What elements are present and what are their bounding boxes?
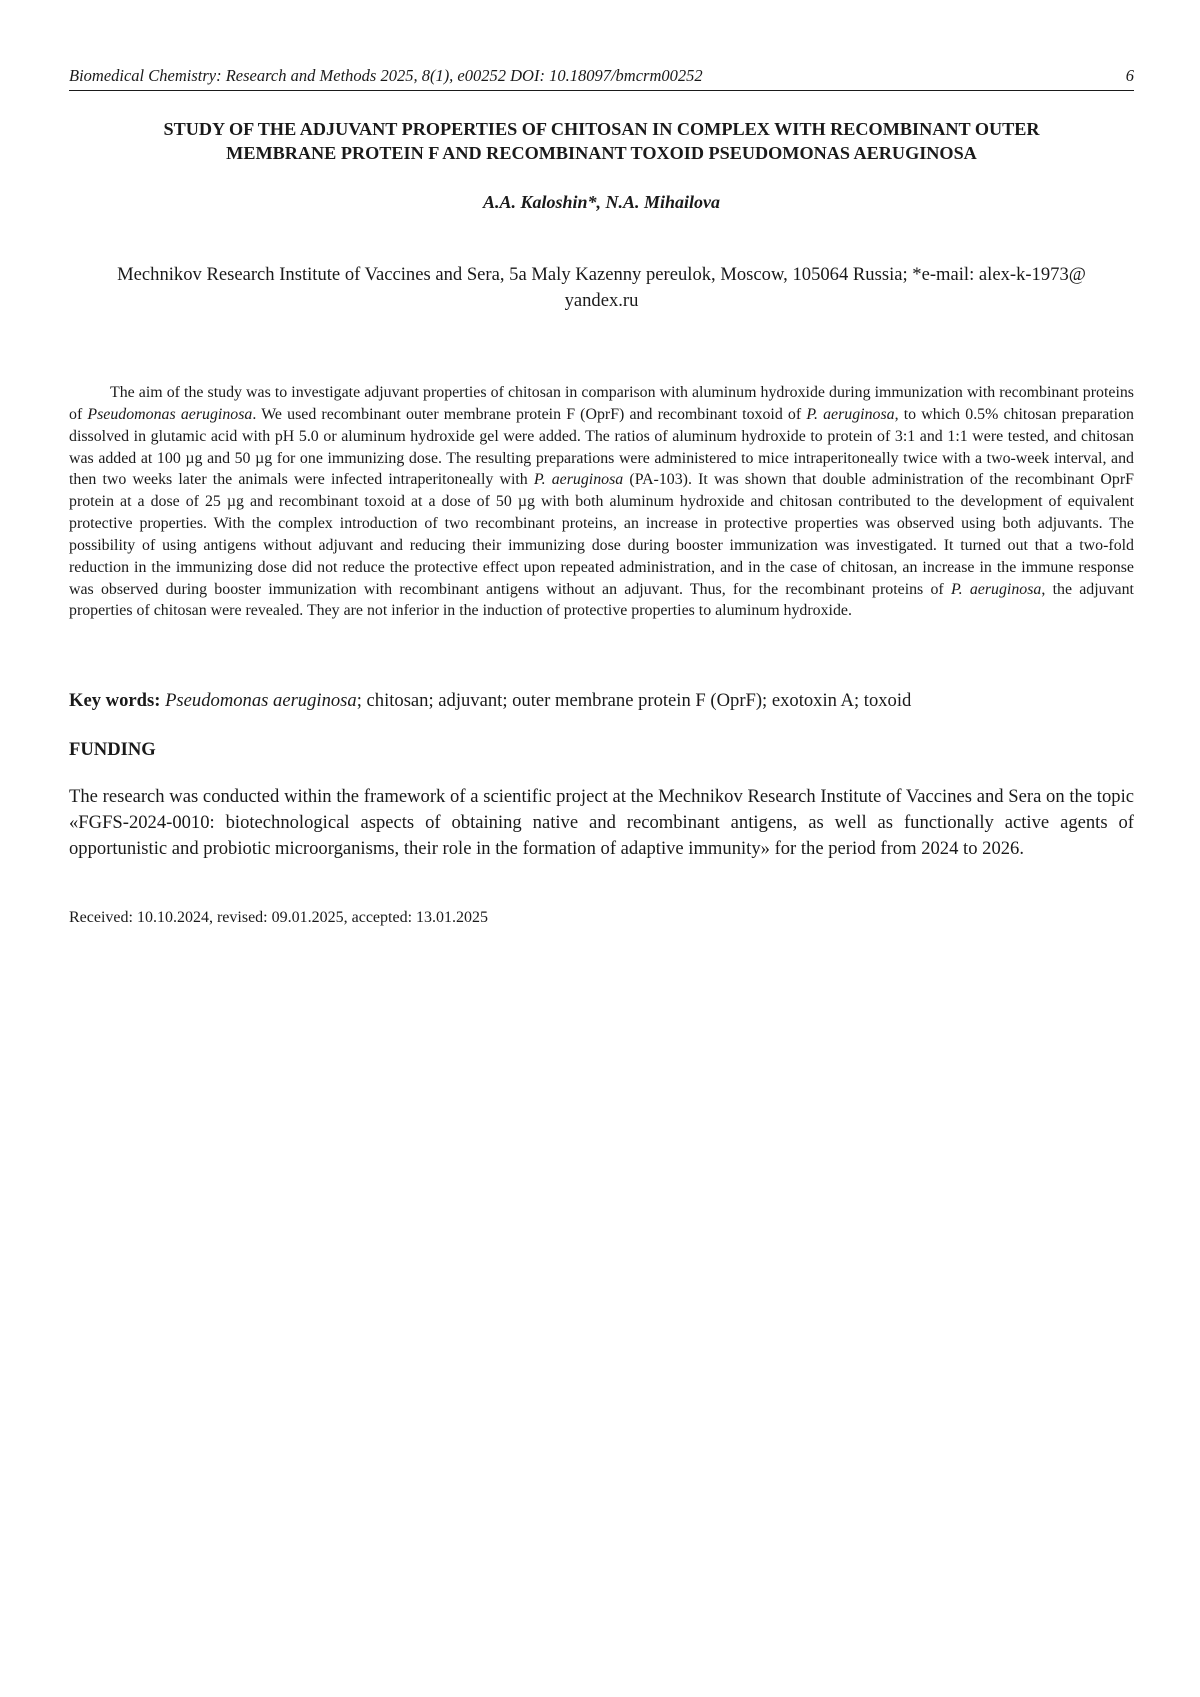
- article-title-line-2: MEMBRANE PROTEIN F AND RECOMBINANT TOXOID PSEUDOMONAS AERUGINOSA: [69, 141, 1134, 165]
- abstract-text: . We used recombinant outer membrane protein F (OprF) and recombinant toxoid of: [252, 406, 806, 423]
- article-title: [69, 117, 1134, 165]
- funding-text: The research was conducted within the framework of a scientific project at the Mechnikov Research Institute of Vaccines and Sera on the topic «FGFS-2024-0010: biotechnological aspects of obtaining native and recombinant antigens, as well as functionally active agents of opportunistic and probiotic microorganisms, their role in the formation of adaptive immunity» for the period from 2024 to 2026.: [69, 784, 1134, 862]
- abstract-text: The aim of the study was to investigate adjuvant properties of chitosan in comparison with aluminum hydroxide during immunization with recombinant proteins of: [69, 384, 1134, 423]
- keywords-list: ; chitosan; adjuvant; outer membrane protein F (OprF); exotoxin A; toxoid: [357, 690, 912, 711]
- keywords-label: Key words:: [69, 690, 160, 711]
- species-name: P. aeruginosa: [951, 581, 1041, 598]
- keywords: [69, 688, 1134, 714]
- received-dates: Received: 10.10.2024, revised: 09.01.2025, accepted: 13.01.2025: [69, 907, 488, 929]
- affiliation-line-2: yandex.ru: [69, 288, 1134, 314]
- authors: A.A. Kaloshin*, N.A. Mihailova: [69, 190, 1134, 214]
- page-number: 6: [1126, 64, 1134, 88]
- species-name: P. aeruginosa: [534, 471, 623, 488]
- funding-heading: FUNDING: [69, 737, 156, 763]
- abstract-text: (PA-103). It was shown that double administration of the recombinant OprF protein at a dose of 25 µg and recombinant toxoid at a dose of 50 µg with both aluminum hydroxide and chitosan contributed to the development of equivalent protective properties. With the complex introduction of two recombinant proteins, an increase in protective properties was observed using both adjuvants. The possibility of using antigens without adjuvant and reducing their immunizing dose during booster immunization was investigated. It turned out that a two-fold reduction in the immunizing dose did not reduce the protective effect upon repeated administration, and in the case of chitosan, an increase in the immune response was observed during booster immunization with recombinant antigens without an adjuvant. Thus, for the recombinant proteins of: [69, 471, 1134, 597]
- keywords-species: Pseudomonas aeruginosa: [165, 690, 357, 711]
- abstract: [69, 382, 1134, 622]
- species-name: P. aeruginosa: [806, 406, 894, 423]
- affiliation: [69, 262, 1134, 314]
- running-header: [69, 64, 1134, 91]
- journal-citation: Biomedical Chemistry: Research and Methods 2025, 8(1), e00252 DOI: 10.18097/bmcrm00252: [69, 64, 703, 88]
- article-title-line-1: STUDY OF THE ADJUVANT PROPERTIES OF CHITOSAN IN COMPLEX WITH RECOMBINANT OUTER: [69, 117, 1134, 141]
- abstract-text: , to which 0.5% chitosan preparation dissolved in glutamic acid with pH 5.0 or aluminum hydroxide gel were added. The ratios of aluminum hydroxide to protein of 3:1 and 1:1 were tested, and chitosan was added at 100 µg and 50 µg for one immunizing dose. The resulting preparations were administered to mice intraperitoneally twice with a two-week interval, and then two weeks later the animals were infected intraperitoneally with: [69, 406, 1134, 489]
- abstract-text: , the adjuvant properties of chitosan were revealed. They are not inferior in the induction of protective properties to aluminum hydroxide.: [69, 581, 1134, 620]
- affiliation-line-1: Mechnikov Research Institute of Vaccines and Sera, 5a Maly Kazenny pereulok, Moscow, 105064 Russia; *e-mail: alex-k-1973@: [69, 262, 1134, 288]
- species-name: Pseudomonas aeruginosa: [87, 406, 252, 423]
